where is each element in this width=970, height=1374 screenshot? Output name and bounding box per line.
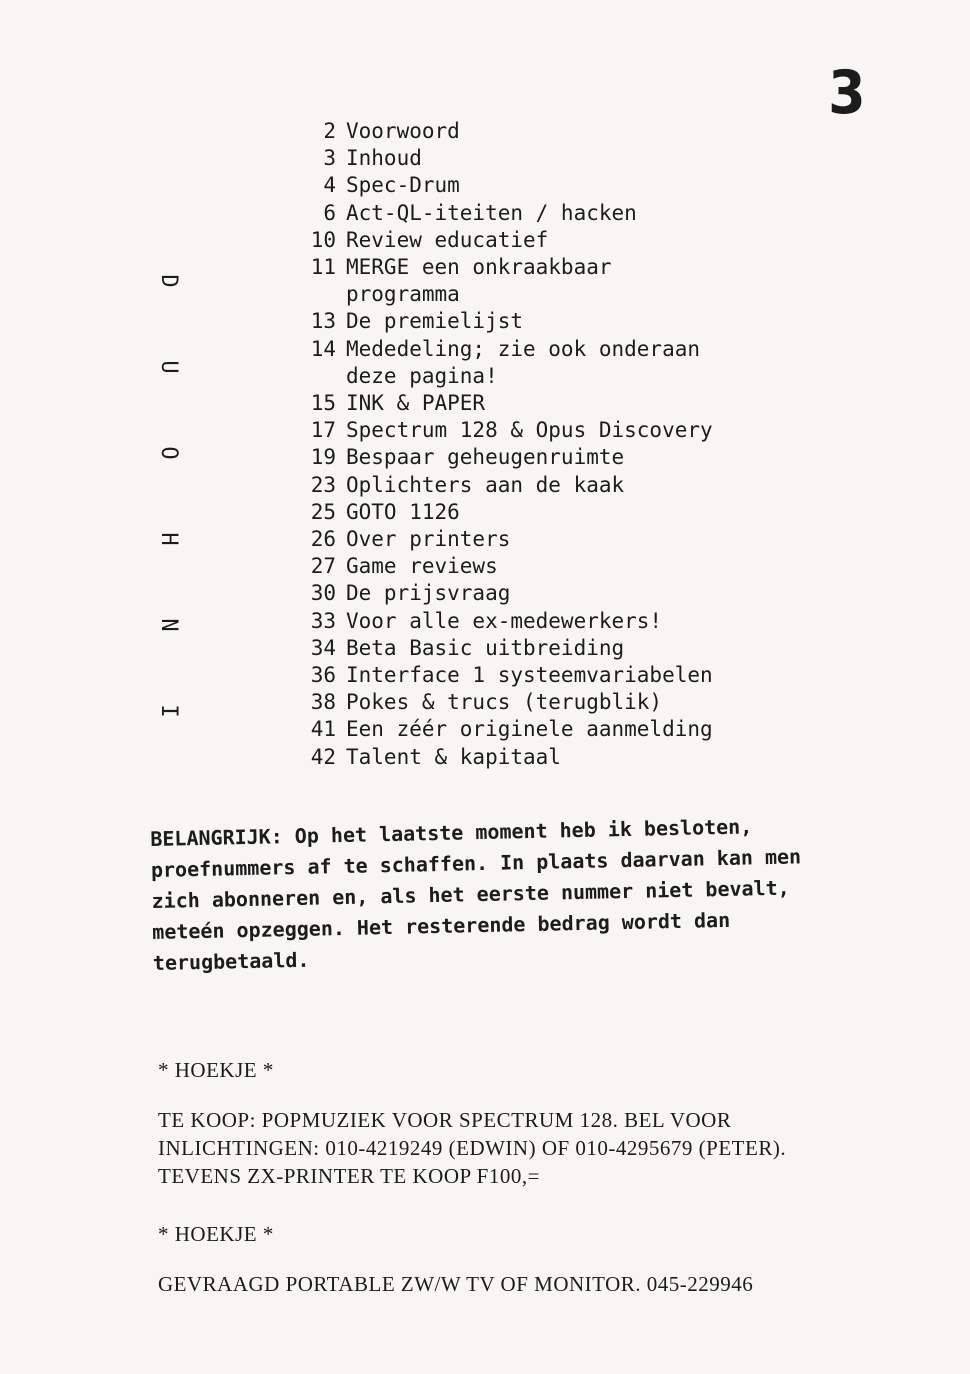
toc-title: Beta Basic uitbreiding <box>346 635 625 660</box>
vertical-title-letter: H <box>156 532 181 546</box>
vertical-title-letter: I <box>156 704 181 718</box>
classified-ad: GEVRAAGD PORTABLE ZW/W TV OF MONITOR. 045-229946 <box>158 1272 754 1296</box>
vertical-title-letter: N <box>156 618 181 632</box>
toc-page-number: 17 <box>310 418 336 443</box>
toc-title: Spectrum 128 & Opus Discovery <box>346 418 713 443</box>
vertical-title-letter: D <box>156 274 181 288</box>
toc-entry <box>292 472 852 499</box>
toc-entry <box>292 553 852 580</box>
toc-title: GOTO 1126 <box>346 499 460 524</box>
toc-page-number: 36 <box>310 663 336 688</box>
toc-entry <box>292 608 852 635</box>
toc-title: Act-QL-iteiten / hacken <box>346 200 637 225</box>
classified-ad: TE KOOP: POPMUZIEK VOOR SPECTRUM 128. BEL VOOR INLICHTINGEN: 010-4219249 (EDWIN) OF 010-4295679 (PETER). TEVENS ZX-PRINTER TE KOOP F100,= <box>158 1108 787 1188</box>
hoekje-heading: * HOEKJE * <box>158 1058 274 1082</box>
toc-entry <box>292 227 852 254</box>
toc-entry <box>292 336 852 390</box>
vertical-title-letter: U <box>156 360 181 374</box>
toc-page-number: 25 <box>310 499 336 524</box>
toc-title: MERGE een onkraakbaar programma <box>346 255 612 307</box>
toc-entry <box>292 635 852 662</box>
toc-page-number: 23 <box>310 472 336 497</box>
toc-page-number: 2 <box>323 119 336 143</box>
toc-title: Spec-Drum <box>346 173 460 198</box>
toc-page-number: 38 <box>310 690 336 715</box>
toc-entry <box>292 145 852 172</box>
toc-page-number: 6 <box>323 200 336 225</box>
toc-page-number: 13 <box>310 309 336 334</box>
toc-entry <box>292 254 852 308</box>
toc-page-number: 42 <box>310 744 336 769</box>
toc-title: Een zéér originele aanmelding <box>346 717 713 742</box>
toc-entry <box>292 172 852 199</box>
toc-title: Voor alle ex-medewerkers! <box>346 608 663 633</box>
toc-page-number: 15 <box>310 391 336 416</box>
vertical-title <box>150 238 186 754</box>
toc-title: Game reviews <box>346 554 498 579</box>
toc-page-number: 10 <box>310 227 336 252</box>
toc-title: Pokes & trucs (terugblik) <box>346 690 663 715</box>
toc-title: Voorwoord <box>346 119 460 143</box>
toc-page-number: 11 <box>310 255 336 280</box>
toc-entry <box>292 200 852 227</box>
toc-entry <box>292 526 852 553</box>
toc-entry <box>292 580 852 607</box>
toc-title: Mededeling; zie ook onderaan deze pagina! <box>346 336 701 388</box>
toc-page-number: 34 <box>310 635 336 660</box>
vertical-title-letter: O <box>156 446 181 460</box>
toc-entry <box>292 390 852 417</box>
toc-title: Review educatief <box>346 227 549 252</box>
toc-title: Interface 1 systeemvariabelen <box>346 663 713 688</box>
toc-page-number: 27 <box>310 554 336 579</box>
toc-title: INK & PAPER <box>346 391 486 416</box>
toc-title: Over printers <box>346 527 511 552</box>
toc-entry <box>292 308 852 335</box>
toc-title: Oplichters aan de kaak <box>346 472 625 497</box>
toc-page-number: 19 <box>310 445 336 470</box>
toc-title: De prijsvraag <box>346 581 511 606</box>
toc-entry <box>292 716 852 743</box>
page-number: 3 <box>828 58 866 128</box>
hoekje-heading: * HOEKJE * <box>158 1222 274 1246</box>
toc-entry <box>292 118 852 145</box>
toc-title: Talent & kapitaal <box>346 744 561 769</box>
toc-page-number: 14 <box>310 336 336 361</box>
toc-page-number: 26 <box>310 527 336 552</box>
toc-entry <box>292 662 852 689</box>
table-of-contents <box>292 118 852 771</box>
toc-page-number: 33 <box>310 608 336 633</box>
toc-page-number: 30 <box>310 581 336 606</box>
important-notice: BELANGRIJK: Op het laatste moment heb ik besloten, proefnummers af te schaffen. In plaats daarvan kan men zich abonneren en, als het eerste nummer niet bevalt, meteén opzeggen. Het resterende bedrag wordt dan terugbetaald. <box>150 814 802 975</box>
toc-title: Inhoud <box>346 146 422 171</box>
toc-title: De premielijst <box>346 309 524 334</box>
toc-page-number: 4 <box>323 173 336 198</box>
toc-entry <box>292 744 852 771</box>
toc-entry <box>292 444 852 471</box>
toc-entry <box>292 417 852 444</box>
toc-title: Bespaar geheugenruimte <box>346 445 625 470</box>
toc-entry <box>292 689 852 716</box>
toc-page-number: 3 <box>323 146 336 171</box>
toc-entry <box>292 499 852 526</box>
toc-page-number: 41 <box>310 717 336 742</box>
